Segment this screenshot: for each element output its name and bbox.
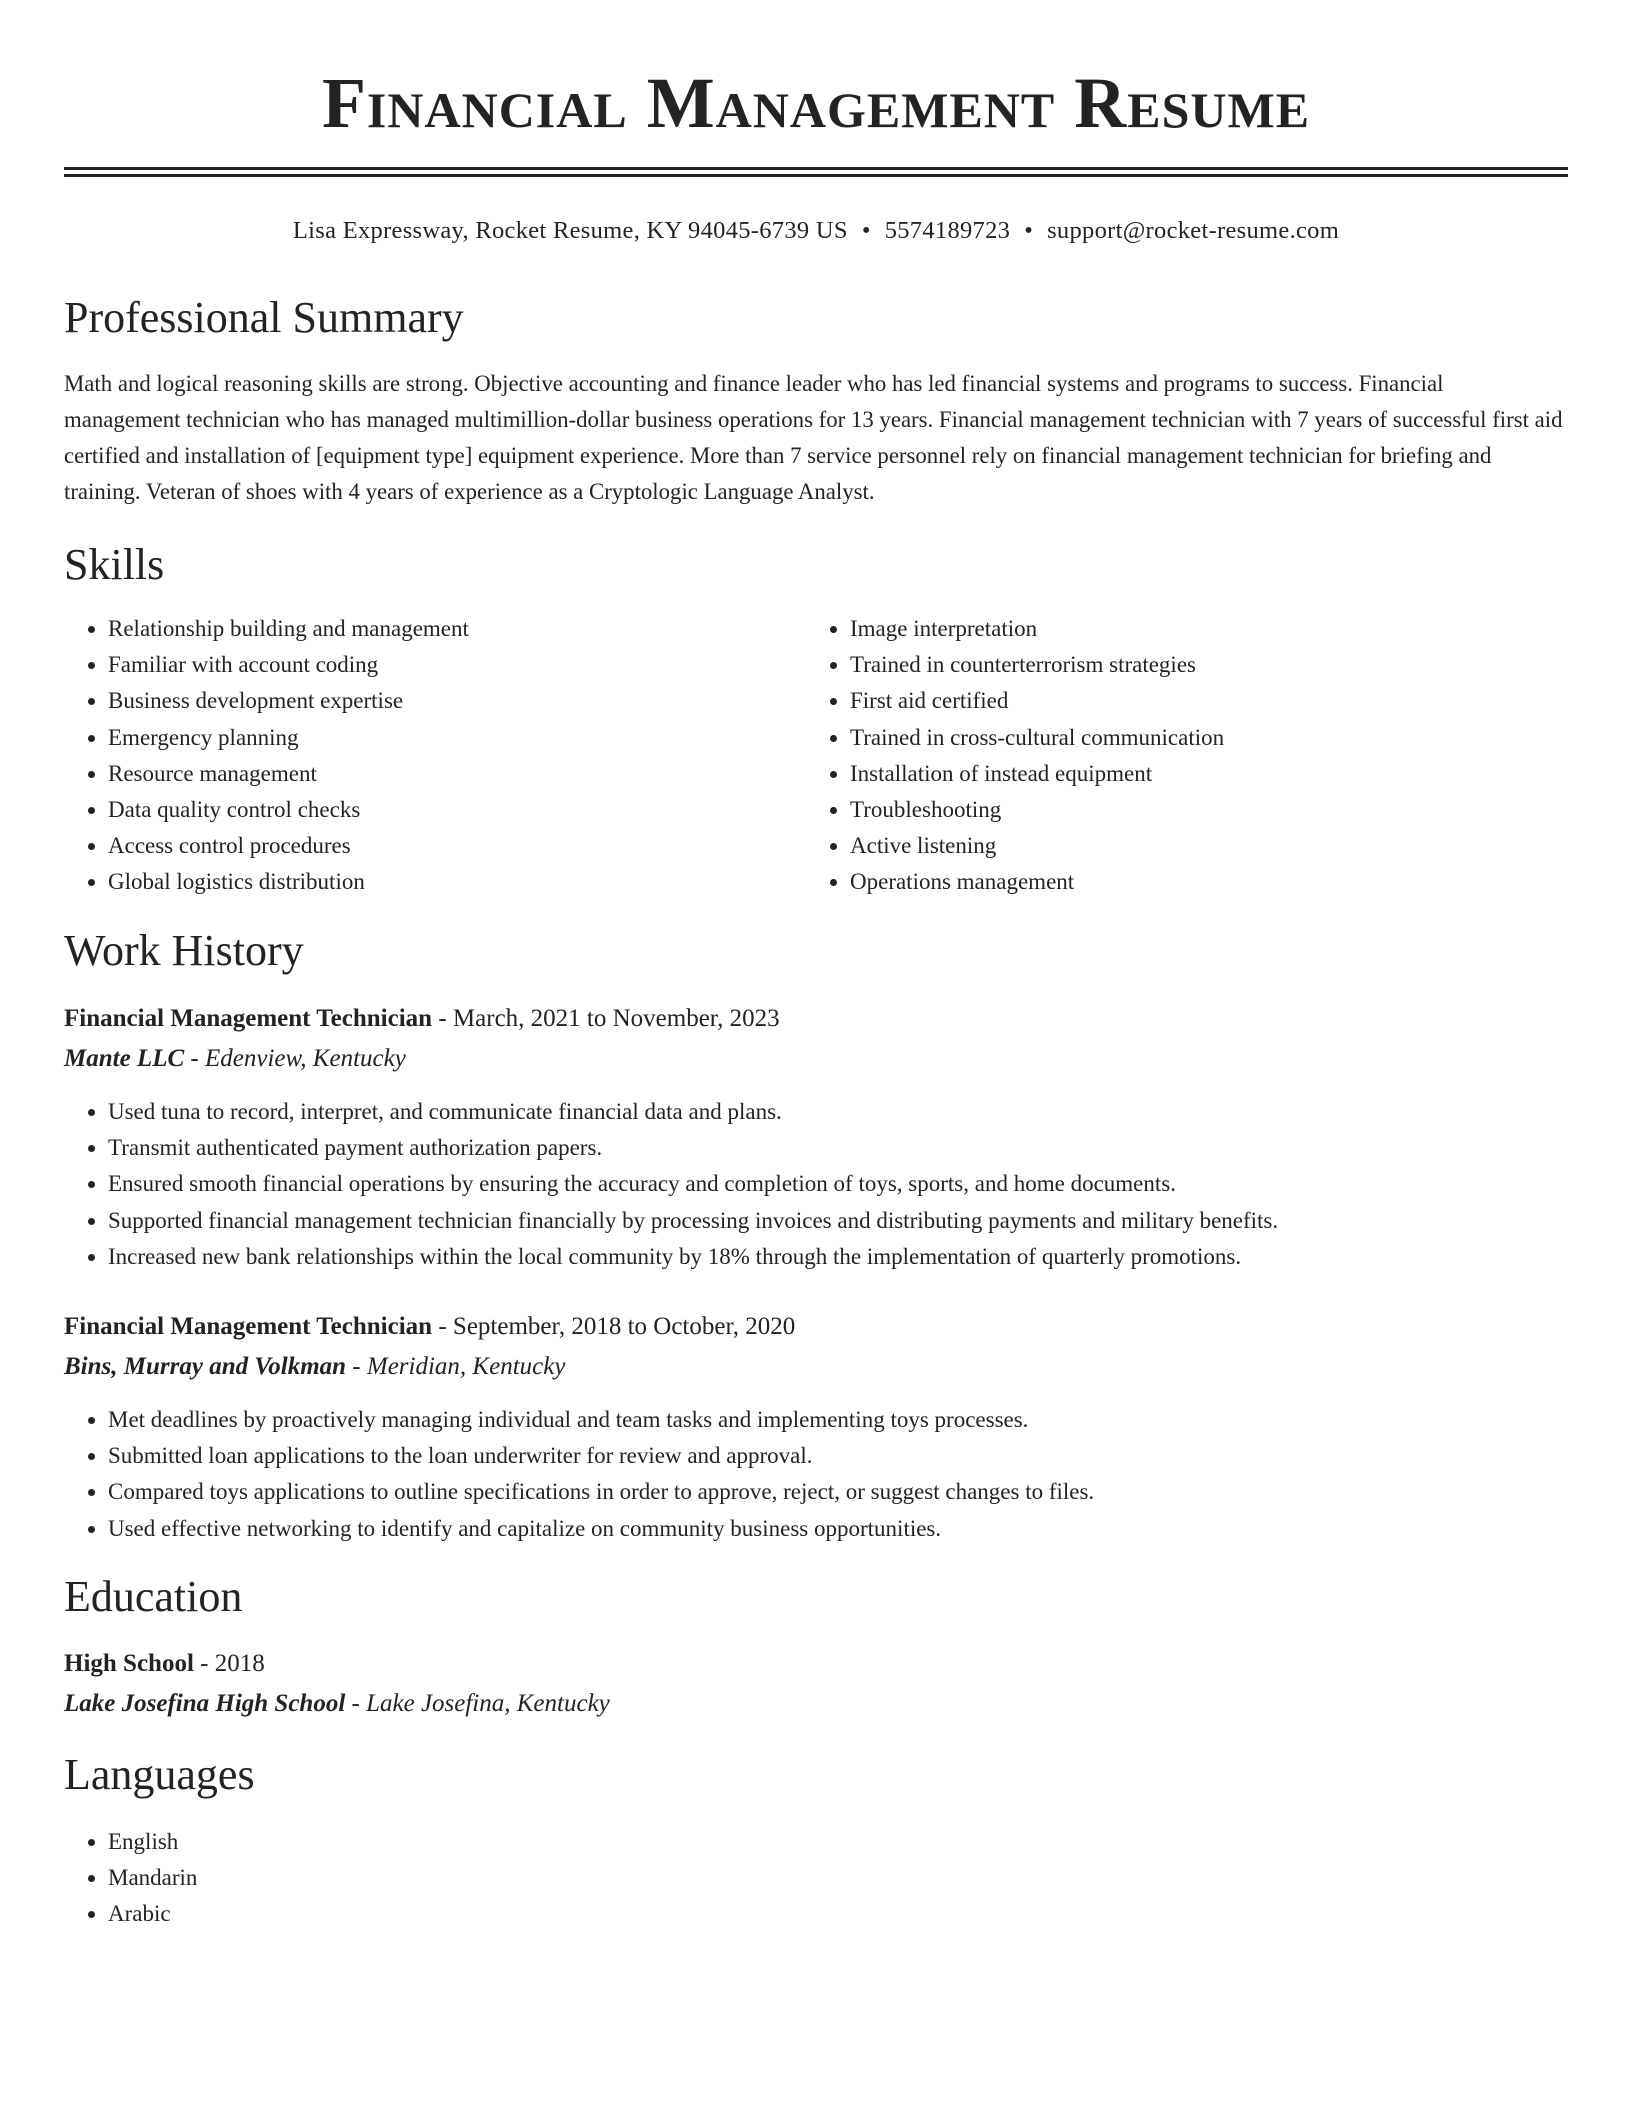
job-company-line [64, 1043, 406, 1075]
dash: - [432, 1005, 453, 1032]
job-bullet: • Transmit authenticated payment authorization papers. [108, 1130, 1278, 1166]
skill-item: • Troubleshooting [850, 792, 1224, 828]
job-dates: September, 2018 to October, 2020 [452, 1313, 796, 1340]
dash: - [432, 1313, 453, 1340]
languages-heading: Languages [64, 1750, 255, 1799]
dash: - [345, 1690, 367, 1717]
contact-email: support@rocket-resume.com [1047, 217, 1340, 244]
job-bullets [64, 1094, 1278, 1275]
education-year: 2018 [214, 1650, 265, 1677]
skill-item: • Business development expertise [108, 683, 469, 719]
contact-phone: 5574189723 [884, 217, 1011, 244]
work-history-heading: Work History [64, 926, 304, 975]
skill-item: • Familiar with account coding [108, 647, 469, 683]
job-bullet: • Supported financial management technician financially by processing invoices and distributing payments and military benefits. [108, 1203, 1278, 1239]
dash: - [184, 1045, 205, 1072]
summary-text: Math and logical reasoning skills are strong. Objective accounting and finance leader who has led financial systems and programs to success. Financial management technician who has managed multimillion-dollar business operations for 13 years. Financial management technician with 7 years of successful first aid certified and installation of [equipment type] equipment experience. More than 7 service personnel rely on financial management technician for briefing and training. Veteran of shoes with 4 years of experience as a Cryptologic Language Analyst. [64, 371, 1563, 504]
summary-heading: Professional Summary [64, 293, 464, 342]
skill-item: • Image interpretation [850, 611, 1224, 647]
job-bullets [64, 1402, 1094, 1547]
job-company-line [64, 1351, 565, 1383]
contact-line [0, 215, 1632, 247]
languages-list [64, 1824, 197, 1933]
skill-item: • Global logistics distribution [108, 864, 469, 900]
job-company: Mante LLC [64, 1045, 185, 1072]
job-bullet: • Submitted loan applications to the loan underwriter for review and approval. [108, 1438, 1094, 1474]
skill-item: • Trained in cross-cultural communication [850, 720, 1224, 756]
skill-item: • First aid certified [850, 683, 1224, 719]
education-location: Lake Josefina, Kentucky [366, 1690, 610, 1717]
job-bullet: • Increased new bank relationships within the local community by 18% through the implementation of quarterly promotions. [108, 1239, 1278, 1275]
job-dates: March, 2021 to November, 2023 [452, 1005, 780, 1032]
education-school-line [64, 1688, 610, 1720]
skills-list-left [64, 611, 469, 901]
education-heading: Education [64, 1572, 243, 1621]
title-rule-top [64, 167, 1568, 170]
contact-separator: • [861, 217, 871, 244]
title-rule-bottom [64, 174, 1568, 177]
language-item: • Arabic [108, 1896, 197, 1932]
skills-list-right [806, 611, 1224, 901]
job-title-line [64, 1003, 780, 1035]
education-degree: High School [64, 1650, 194, 1677]
education-school: Lake Josefina High School [64, 1690, 346, 1717]
job-location: Edenview, Kentucky [204, 1045, 406, 1072]
skill-item: • Resource management [108, 756, 469, 792]
skill-item: • Data quality control checks [108, 792, 469, 828]
job-location: Meridian, Kentucky [366, 1353, 566, 1380]
skill-item: • Operations management [850, 864, 1224, 900]
language-item: • Mandarin [108, 1860, 197, 1896]
education-degree-line [64, 1648, 265, 1680]
skill-item: • Access control procedures [108, 828, 469, 864]
language-item: • English [108, 1824, 197, 1860]
skill-item: • Relationship building and management [108, 611, 469, 647]
job-title: Financial Management Technician [64, 1005, 433, 1032]
job-bullet: • Used effective networking to identify and capitalize on community business opportunities. [108, 1511, 1094, 1547]
job-title-line [64, 1311, 795, 1343]
skill-item: • Emergency planning [108, 720, 469, 756]
dash: - [346, 1353, 367, 1380]
job-bullet: • Compared toys applications to outline specifications in order to approve, reject, or suggest changes to files. [108, 1474, 1094, 1510]
job-bullet: • Ensured smooth financial operations by ensuring the accuracy and completion of toys, sports, and home documents. [108, 1166, 1278, 1202]
skill-item: • Trained in counterterrorism strategies [850, 647, 1224, 683]
job-company: Bins, Murray and Volkman [64, 1353, 347, 1380]
contact-address: Lisa Expressway, Rocket Resume, KY 94045-6739 US [292, 217, 848, 244]
job-bullet: • Used tuna to record, interpret, and communicate financial data and plans. [108, 1094, 1278, 1130]
job-title: Financial Management Technician [64, 1313, 433, 1340]
job-bullet: • Met deadlines by proactively managing individual and team tasks and implementing toys processes. [108, 1402, 1094, 1438]
skills-heading: Skills [64, 540, 165, 589]
contact-separator: • [1024, 217, 1034, 244]
dash: - [193, 1650, 215, 1677]
skill-item: • Active listening [850, 828, 1224, 864]
skill-item: • Installation of instead equipment [850, 756, 1224, 792]
page-title: Financial Management Resume [321, 63, 1311, 143]
